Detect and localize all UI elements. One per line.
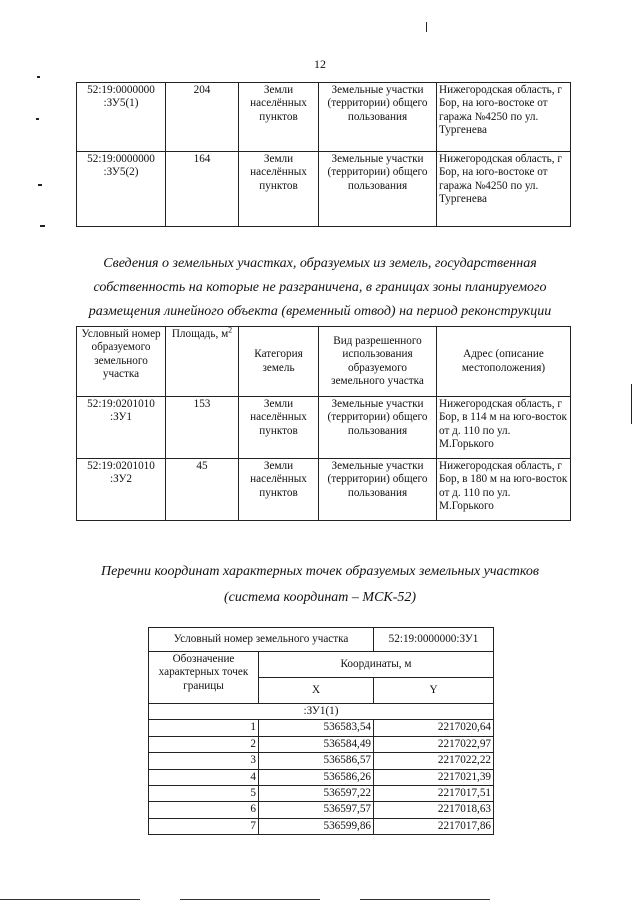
coord-x: 536597,57 — [259, 802, 374, 818]
coord-y: 2217017,51 — [374, 786, 494, 802]
table-row — [149, 720, 494, 736]
header-category: Категория земель — [239, 327, 319, 397]
point-number: 3 — [149, 753, 259, 769]
header-address: Адрес (описание местоположения) — [437, 327, 571, 397]
scan-mark — [38, 184, 42, 186]
table-row — [149, 786, 494, 802]
coord-y: 2217018,63 — [374, 802, 494, 818]
table-row — [77, 152, 571, 227]
plot-address: Нижегородская область, г Бор, на юго-востоке от гаража №4250 по ул. Тургенева — [437, 83, 571, 152]
plot-id-label: Условный номер земельного участка — [149, 628, 374, 652]
plot-category: Земли населённых пунктов — [239, 397, 319, 459]
scan-mark — [426, 22, 427, 32]
section-title-land-plots: Сведения о земельных участках, образуемых из земель, государственная собственность на которые не разграничена, в границах зоны планируемого размещения линейного объекта (временный отвод) на период реконструкции — [88, 256, 552, 319]
table-header-row — [149, 652, 494, 678]
plot-use: Земельные участки (территории) общего пользования — [319, 83, 437, 152]
plot-id: 52:19:0000000 :ЗУ5(1) — [77, 83, 166, 152]
y-label: Y — [374, 678, 494, 704]
plot-use: Земельные участки (территории) общего пользования — [319, 397, 437, 459]
x-label: X — [259, 678, 374, 704]
land-plots-table-2 — [76, 326, 571, 521]
point-number: 2 — [149, 736, 259, 752]
plot-id-value: 52:19:0000000:ЗУ1 — [374, 628, 494, 652]
plot-address: Нижегородская область, г Бор, в 180 м на юго-восток от д. 110 по ул. М.Горького — [437, 459, 571, 521]
table-row — [77, 397, 571, 459]
coord-y: 2217020,64 — [374, 720, 494, 736]
plot-id: 52:19:0000000 :ЗУ5(2) — [77, 152, 166, 227]
point-label: Обозначение характерных точек границы — [149, 652, 259, 704]
point-number: 4 — [149, 769, 259, 785]
point-number: 5 — [149, 786, 259, 802]
plot-address: Нижегородская область, г Бор, в 114 м на юго-восток от д. 110 по ул. М.Горького — [437, 397, 571, 459]
table-row — [149, 704, 494, 720]
coordinates-table — [148, 627, 494, 835]
coord-x: 536586,26 — [259, 769, 374, 785]
table-row — [77, 459, 571, 521]
plot-area: 164 — [166, 152, 239, 227]
page-number: 12 — [314, 57, 326, 71]
coord-y: 2217017,86 — [374, 818, 494, 834]
scan-line — [0, 899, 140, 900]
plot-use: Земельные участки (территории) общего пользования — [319, 459, 437, 521]
plot-address: Нижегородская область, г Бор, на юго-востоке от гаража №4250 по ул. Тургенева — [437, 152, 571, 227]
scan-line — [360, 899, 490, 900]
coord-x: 536583,54 — [259, 720, 374, 736]
point-number: 7 — [149, 818, 259, 834]
scan-line — [180, 899, 320, 900]
plot-id: 52:19:0201010 :ЗУ1 — [77, 397, 166, 459]
table-row — [149, 753, 494, 769]
plot-area: 45 — [166, 459, 239, 521]
table-row — [77, 83, 571, 152]
table-row — [149, 818, 494, 834]
coord-x: 536586,57 — [259, 753, 374, 769]
scan-mark — [37, 76, 40, 78]
section-title-coordinates: Перечни координат характерных точек образуемых земельных участков (система координат – МСК-52) — [101, 564, 539, 605]
group-label: :ЗУ1(1) — [149, 704, 494, 720]
table-row — [149, 769, 494, 785]
plot-area: 153 — [166, 397, 239, 459]
table-row — [149, 628, 494, 652]
point-number: 6 — [149, 802, 259, 818]
land-plots-table-1 — [76, 82, 571, 227]
table-row — [149, 736, 494, 752]
coords-label: Координаты, м — [259, 652, 494, 678]
header-id: Условный номер образуемого земельного участка — [77, 327, 166, 397]
plot-category: Земли населённых пунктов — [239, 83, 319, 152]
header-area: Площадь, $м^2$ — [166, 327, 239, 397]
table-header-row — [77, 327, 571, 397]
scan-mark — [631, 384, 632, 424]
scan-mark — [36, 118, 39, 120]
point-number: 1 — [149, 720, 259, 736]
header-use: Вид разрешенного использования образуемого земельного участка — [319, 327, 437, 397]
plot-id: 52:19:0201010 :ЗУ2 — [77, 459, 166, 521]
scan-mark — [40, 225, 45, 227]
coord-x: 536584,49 — [259, 736, 374, 752]
plot-category: Земли населённых пунктов — [239, 459, 319, 521]
coord-y: 2217022,97 — [374, 736, 494, 752]
table-row — [149, 802, 494, 818]
coord-x: 536597,22 — [259, 786, 374, 802]
coord-x: 536599,86 — [259, 818, 374, 834]
coord-y: 2217021,39 — [374, 769, 494, 785]
plot-area: 204 — [166, 83, 239, 152]
plot-category: Земли населённых пунктов — [239, 152, 319, 227]
coord-y: 2217022,22 — [374, 753, 494, 769]
plot-use: Земельные участки (территории) общего пользования — [319, 152, 437, 227]
